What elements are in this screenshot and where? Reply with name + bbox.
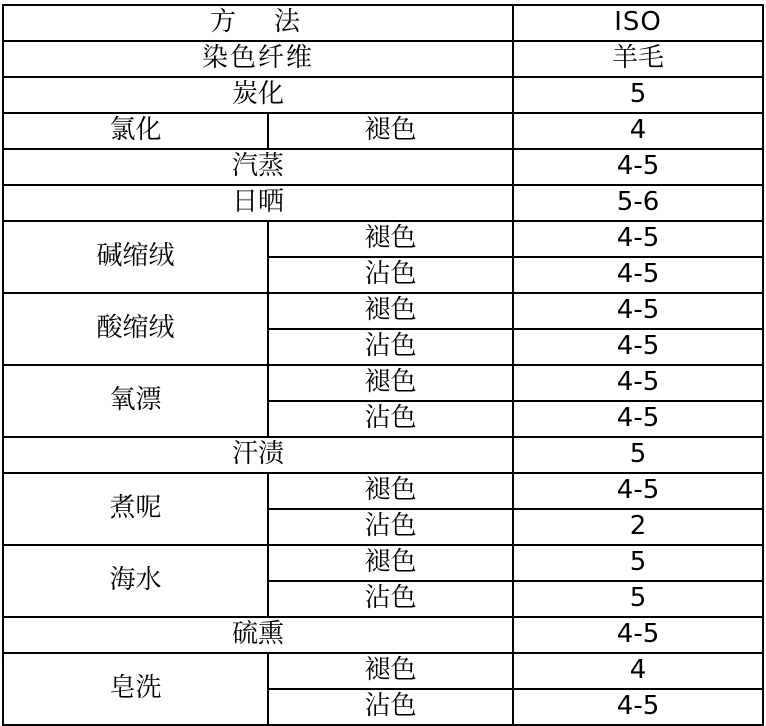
row-sublabel: 褪色 (268, 653, 513, 689)
table-row (3, 77, 763, 113)
row-label: 酸缩绒 (3, 293, 268, 365)
row-value: 4 (513, 653, 763, 689)
table-row (3, 41, 763, 77)
table-row (3, 149, 763, 185)
row-value: 4-5 (513, 473, 763, 509)
row-sublabel: 沾色 (268, 401, 513, 437)
row-value: 4-5 (513, 293, 763, 329)
table-row (3, 545, 763, 581)
row-value: 4-5 (513, 149, 763, 185)
row-sublabel: 褪色 (268, 545, 513, 581)
table-row (3, 113, 763, 149)
column-header-standard: ISO (513, 5, 763, 41)
table-row (3, 473, 763, 509)
row-sublabel: 沾色 (268, 257, 513, 293)
row-sublabel: 褪色 (268, 473, 513, 509)
table-row (3, 221, 763, 257)
table-row (3, 293, 763, 329)
table-row (3, 365, 763, 401)
row-value: 5 (513, 437, 763, 473)
row-value: 5 (513, 581, 763, 617)
colorfastness-table (2, 4, 764, 726)
row-label-fiber: 染色纤维 (3, 41, 513, 77)
table-row (3, 653, 763, 689)
row-label: 硫熏 (3, 617, 513, 653)
row-value: 4-5 (513, 401, 763, 437)
row-sublabel: 褪色 (268, 365, 513, 401)
row-sublabel: 褪色 (268, 221, 513, 257)
row-value: 5 (513, 545, 763, 581)
row-value: 4-5 (513, 257, 763, 293)
row-label: 碱缩绒 (3, 221, 268, 293)
row-value-fiber: 羊毛 (513, 41, 763, 77)
row-value: 4-5 (513, 221, 763, 257)
row-value: 5 (513, 77, 763, 113)
row-sublabel: 沾色 (268, 689, 513, 725)
row-label: 日晒 (3, 185, 513, 221)
row-sublabel: 沾色 (268, 329, 513, 365)
row-sublabel: 褪色 (268, 113, 513, 149)
row-label: 海水 (3, 545, 268, 617)
row-label: 皂洗 (3, 653, 268, 725)
row-label: 炭化 (3, 77, 513, 113)
row-label: 煮呢 (3, 473, 268, 545)
row-value: 4-5 (513, 329, 763, 365)
row-value: 4-5 (513, 617, 763, 653)
row-label: 氯化 (3, 113, 268, 149)
row-value: 2 (513, 509, 763, 545)
document-page (0, 4, 766, 722)
row-value: 4-5 (513, 689, 763, 725)
row-label: 汽蒸 (3, 149, 513, 185)
row-sublabel: 褪色 (268, 293, 513, 329)
row-sublabel: 沾色 (268, 581, 513, 617)
row-label: 汗渍 (3, 437, 513, 473)
table-row (3, 437, 763, 473)
table-row (3, 185, 763, 221)
row-label: 氧漂 (3, 365, 268, 437)
row-value: 4-5 (513, 365, 763, 401)
row-sublabel: 沾色 (268, 509, 513, 545)
row-value: 4 (513, 113, 763, 149)
table-header-row (3, 5, 763, 41)
column-header-method: 方 法 (3, 5, 513, 41)
row-value: 5-6 (513, 185, 763, 221)
table-row (3, 617, 763, 653)
